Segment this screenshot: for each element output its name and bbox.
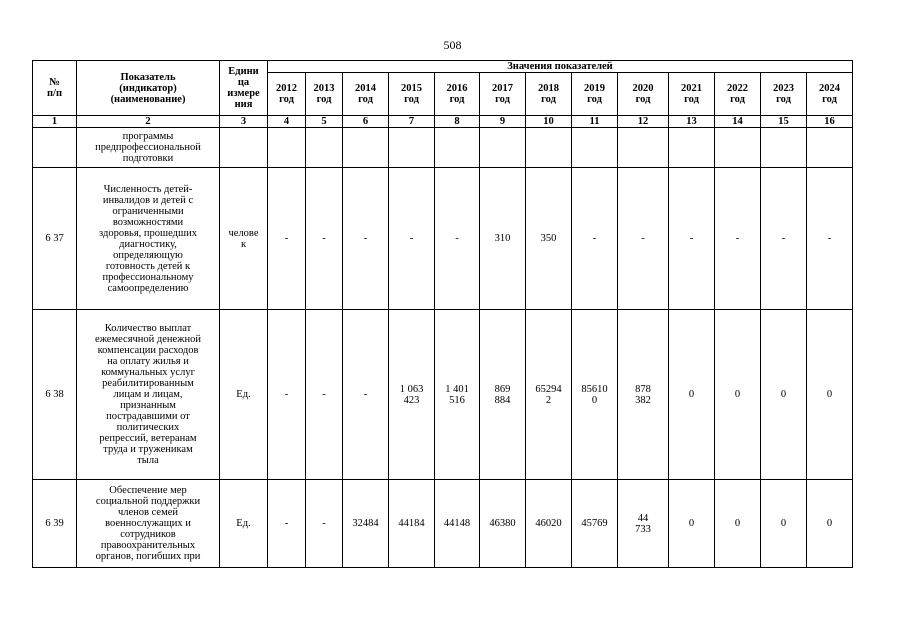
value-cell: 0 <box>761 480 807 568</box>
value-cell: 0 <box>669 480 715 568</box>
value-cell <box>526 128 572 168</box>
column-number-5: 5 <box>306 116 343 128</box>
value-cell: - <box>306 480 343 568</box>
value-cell: 46020 <box>526 480 572 568</box>
header-year-10: 2022 год <box>715 73 761 116</box>
header-indicator: Показатель (индикатор) (наименование) <box>77 61 220 116</box>
column-number-7: 7 <box>389 116 435 128</box>
value-cell <box>480 128 526 168</box>
value-cell: - <box>268 480 306 568</box>
value-cell: 0 <box>669 310 715 480</box>
value-cell <box>715 128 761 168</box>
row-number: 6 39 <box>33 480 77 568</box>
value-cell: 0 <box>807 310 853 480</box>
value-cell: - <box>807 168 853 310</box>
value-cell: - <box>268 168 306 310</box>
value-cell: 869 884 <box>480 310 526 480</box>
header-year-5: 2017 год <box>480 73 526 116</box>
value-cell <box>618 128 669 168</box>
unit-of-measure: челове к <box>220 168 268 310</box>
value-cell: 0 <box>807 480 853 568</box>
value-cell <box>268 128 306 168</box>
unit-of-measure: Ед. <box>220 480 268 568</box>
value-cell: - <box>343 310 389 480</box>
value-cell: - <box>572 168 618 310</box>
value-cell: 0 <box>761 310 807 480</box>
column-number-3: 3 <box>220 116 268 128</box>
value-cell: 878 382 <box>618 310 669 480</box>
unit-of-measure: Ед. <box>220 310 268 480</box>
row-number: 6 38 <box>33 310 77 480</box>
table-row <box>33 168 853 310</box>
header-year-4: 2016 год <box>435 73 480 116</box>
value-cell: 1 401 516 <box>435 310 480 480</box>
value-cell: 44 733 <box>618 480 669 568</box>
column-number-12: 12 <box>618 116 669 128</box>
table-row <box>33 310 853 480</box>
column-number-8: 8 <box>435 116 480 128</box>
value-cell: 32484 <box>343 480 389 568</box>
table-row <box>33 480 853 568</box>
value-cell: - <box>306 168 343 310</box>
header-year-6: 2018 год <box>526 73 572 116</box>
indicator-name: Численность детей- инвалидов и детей с ограниченными возможностями здоровья, прошедших диагностику, определяющую готовность детей к профессиональному самоопределению <box>77 168 220 310</box>
header-year-11: 2023 год <box>761 73 807 116</box>
value-cell <box>669 128 715 168</box>
header-year-0: 2012 год <box>268 73 306 116</box>
value-cell: - <box>389 168 435 310</box>
value-cell: - <box>435 168 480 310</box>
unit-of-measure <box>220 128 268 168</box>
column-number-6: 6 <box>343 116 389 128</box>
value-cell: 44148 <box>435 480 480 568</box>
column-number-11: 11 <box>572 116 618 128</box>
indicator-name: программы предпрофессиональной подготовки <box>77 128 220 168</box>
column-number-4: 4 <box>268 116 306 128</box>
value-cell <box>343 128 389 168</box>
value-cell <box>435 128 480 168</box>
value-cell: 1 063 423 <box>389 310 435 480</box>
value-cell <box>389 128 435 168</box>
column-number-9: 9 <box>480 116 526 128</box>
column-number-1: 1 <box>33 116 77 128</box>
header-year-2: 2014 год <box>343 73 389 116</box>
value-cell: - <box>669 168 715 310</box>
value-cell <box>761 128 807 168</box>
column-number-2: 2 <box>77 116 220 128</box>
header-year-8: 2020 год <box>618 73 669 116</box>
indicator-name: Количество выплат ежемесячной денежной компенсации расходов на оплату жилья и коммунальных услуг реабилитированным лицам и лицам, признанным пострадавшими от политических репрессий, ветеранам труда и труженикам тыла <box>77 310 220 480</box>
column-number-16: 16 <box>807 116 853 128</box>
value-cell: - <box>306 310 343 480</box>
header-year-12: 2024 год <box>807 73 853 116</box>
value-cell: 350 <box>526 168 572 310</box>
header-unit: Едини ца измере ния <box>220 61 268 116</box>
value-cell: - <box>761 168 807 310</box>
row-number: 6 37 <box>33 168 77 310</box>
header-year-9: 2021 год <box>669 73 715 116</box>
value-cell: - <box>268 310 306 480</box>
value-cell: 0 <box>715 310 761 480</box>
header-num: № п/п <box>33 61 77 116</box>
header-year-7: 2019 год <box>572 73 618 116</box>
value-cell <box>807 128 853 168</box>
value-cell: 310 <box>480 168 526 310</box>
value-cell <box>572 128 618 168</box>
value-cell: 44184 <box>389 480 435 568</box>
row-number <box>33 128 77 168</box>
column-number-15: 15 <box>761 116 807 128</box>
header-year-1: 2013 год <box>306 73 343 116</box>
value-cell: 65294 2 <box>526 310 572 480</box>
value-cell: - <box>618 168 669 310</box>
value-cell <box>306 128 343 168</box>
value-cell: 0 <box>715 480 761 568</box>
header-values-group: Значения показателей <box>268 61 853 73</box>
value-cell: 85610 0 <box>572 310 618 480</box>
indicator-table <box>32 60 853 568</box>
header-year-3: 2015 год <box>389 73 435 116</box>
value-cell: 45769 <box>572 480 618 568</box>
value-cell: - <box>715 168 761 310</box>
value-cell: 46380 <box>480 480 526 568</box>
indicator-name: Обеспечение мер социальной поддержки членов семей военнослужащих и сотрудников правоохранительных органов, погибших при <box>77 480 220 568</box>
column-number-14: 14 <box>715 116 761 128</box>
column-number-13: 13 <box>669 116 715 128</box>
page-number: 508 <box>443 38 462 52</box>
column-number-10: 10 <box>526 116 572 128</box>
value-cell: - <box>343 168 389 310</box>
table-row <box>33 128 853 168</box>
